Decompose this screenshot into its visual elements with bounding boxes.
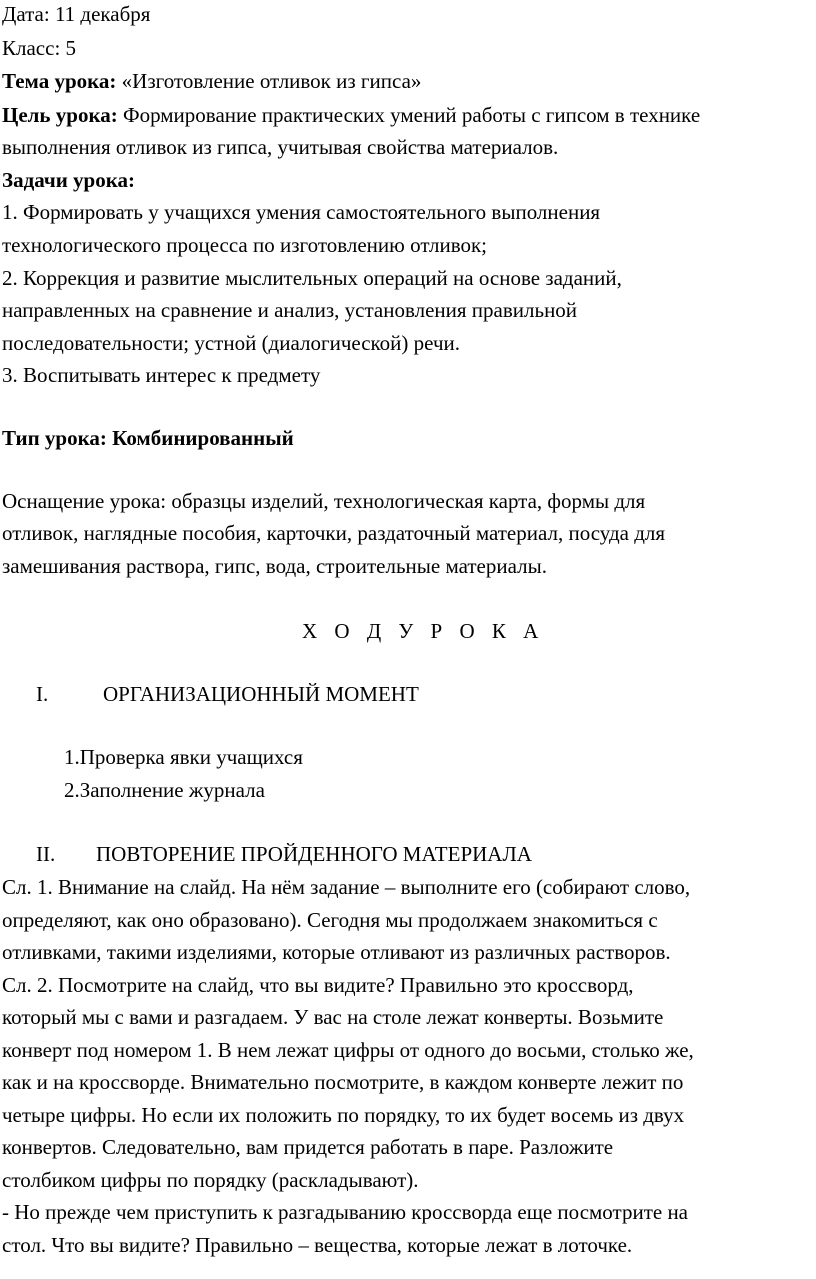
date-line: Дата: 11 декабря — [2, 2, 151, 26]
goal-line — [2, 101, 700, 129]
task-line: направленных на сравнение и анализ, установления правильной — [2, 298, 578, 322]
list-item: 2.Заполнение журнала — [64, 778, 265, 802]
body-line: четыре цифры. Но если их положить по порядку, то их будет восемь из двух — [2, 1103, 685, 1127]
goal-value: Формирование практических умений работы с гипсом в технике — [117, 103, 701, 127]
body-line: определяют, как оно образовано). Сегодня мы продолжаем знакомиться с — [2, 908, 658, 932]
lesson-course-title-text: Х О Д У Р О К А — [302, 619, 545, 643]
body-line: Сл. 2. Посмотрите на слайд, что вы видите? Правильно это кроссворд, — [2, 973, 634, 997]
lesson-type: Тип урока: Комбинированный — [2, 426, 294, 450]
task-line: 1. Формировать у учащихся умения самостоятельного выполнения — [2, 200, 601, 224]
body-line: стол. Что вы видите? Правильно – вещества, которые лежат в лоточке. — [2, 1233, 633, 1257]
body-line: конвертов. Следовательно, вам придется работать в паре. Разложите — [2, 1135, 614, 1159]
section-number: II. — [36, 842, 56, 866]
body-line: который мы с вами и разгадаем. У вас на столе лежат конверты. Возьмите — [2, 1005, 664, 1029]
body-line: конверт под номером 1. В нем лежат цифры от одного до восьми, столько же, — [2, 1038, 694, 1062]
section-title: ОРГАНИЗАЦИОННЫЙ МОМЕНТ — [103, 682, 419, 706]
lesson-course-title — [302, 617, 544, 645]
tasks-label: Задачи урока: — [2, 168, 136, 192]
topic-line — [2, 67, 421, 95]
section-number: I. — [36, 682, 49, 706]
task-line: 2. Коррекция и развитие мыслительных операций на основе заданий, — [2, 266, 622, 290]
goal-label: Цель урока: — [2, 103, 118, 127]
body-line: отливками, такими изделиями, которые отливают из различных растворов. — [2, 940, 671, 964]
task-line: 3. Воспитывать интерес к предмету — [2, 363, 321, 387]
section-heading-2 — [36, 840, 532, 868]
class-line: Класс: 5 — [2, 36, 77, 60]
body-line: как и на кроссворде. Внимательно посмотрите, в каждом конверте лежит по — [2, 1070, 684, 1094]
body-line: Сл. 1. Внимание на слайд. На нём задание – выполните его (собирают слово, — [2, 875, 691, 899]
list-item: 1.Проверка явки учащихся — [64, 745, 303, 769]
section-heading-1 — [36, 680, 419, 708]
equipment-line: отливок, наглядные пособия, карточки, раздаточный материал, посуда для — [2, 521, 666, 545]
topic-label: Тема урока: — [2, 69, 117, 93]
equipment-line: Оснащение урока: образцы изделий, технологическая карта, формы для — [2, 489, 646, 513]
body-line: - Но прежде чем приступить к разгадыванию кроссворда еще посмотрите на — [2, 1200, 689, 1224]
section-title: ПОВТОРЕНИЕ ПРОЙДЕННОГО МАТЕРИАЛА — [96, 842, 532, 866]
task-line: технологического процесса по изготовлению отливок; — [2, 233, 487, 257]
goal-line-2: выполнения отливок из гипса, учитывая свойства материалов. — [2, 135, 559, 159]
task-line: последовательности; устной (диалогической) речи. — [2, 331, 461, 355]
equipment-line: замешивания раствора, гипс, вода, строительные материалы. — [2, 554, 547, 578]
body-line: столбиком цифры по порядку (раскладывают). — [2, 1168, 419, 1192]
topic-value: «Изготовление отливок из гипса» — [116, 69, 422, 93]
